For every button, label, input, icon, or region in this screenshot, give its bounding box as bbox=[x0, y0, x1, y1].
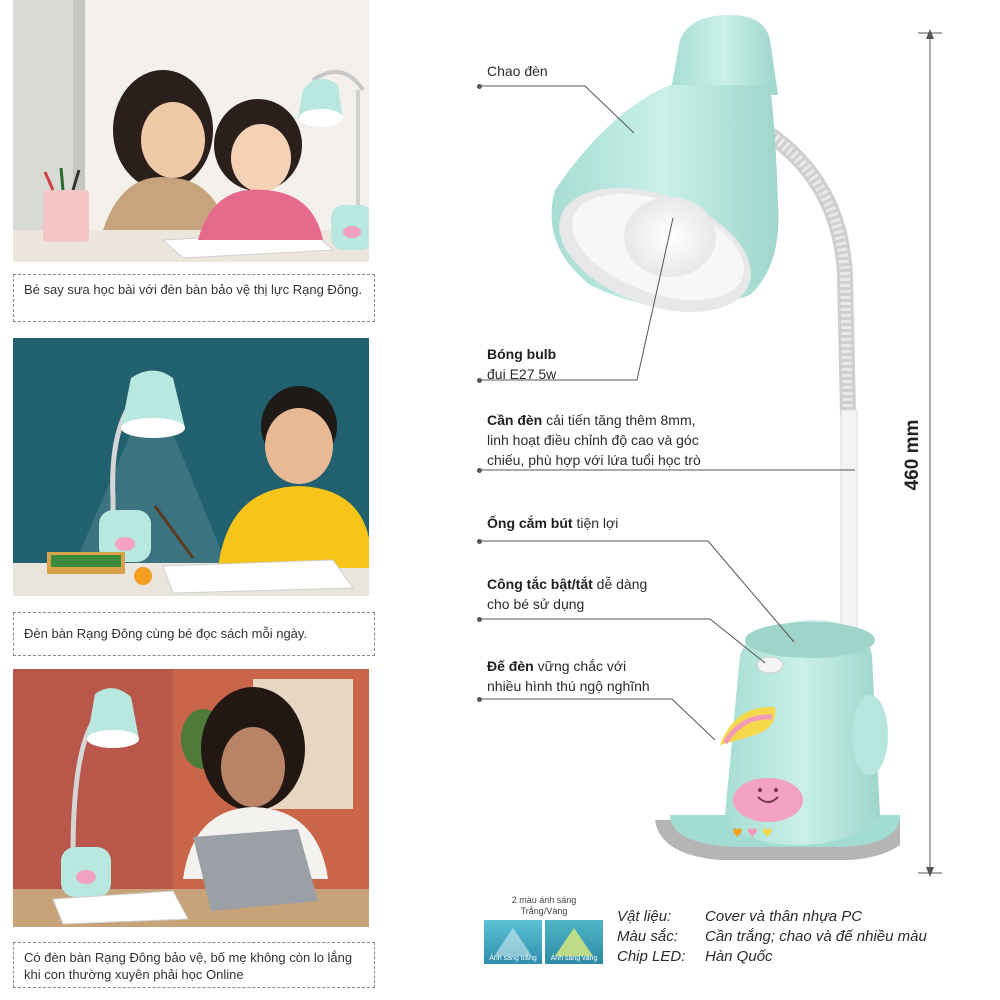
label-base-desc-1: vững chắc với bbox=[533, 658, 627, 674]
label-arm-desc-3: chiếu, phù hợp với lứa tuổi học trò bbox=[487, 452, 701, 468]
leader-dot-base bbox=[477, 697, 482, 702]
label-switch-desc-1: dễ dàng bbox=[592, 576, 648, 592]
label-arm bbox=[487, 410, 701, 470]
spec-value-material: Cover và thân nhựa PC bbox=[705, 908, 863, 925]
label-base-title: Đế đèn bbox=[487, 658, 534, 674]
white-light-swatch bbox=[484, 920, 542, 964]
leader-dot-bulb bbox=[477, 378, 482, 383]
spec-value-led: Hàn Quốc bbox=[705, 948, 773, 965]
photo-boy-yellow-shirt bbox=[13, 338, 369, 596]
caption-3-text: Có đèn bàn Rạng Đông bảo vệ, bố mẹ không còn lo lắng khi con thường xuyên phải học Online bbox=[24, 950, 353, 982]
label-bulb-title: Bóng bulb bbox=[487, 346, 557, 362]
caption-3 bbox=[13, 942, 375, 988]
label-pen-holder-desc: tiện lợi bbox=[572, 515, 619, 531]
caption-2-text: Đèn bàn Rạng Đông cùng bé đọc sách mỗi ngày. bbox=[24, 626, 308, 641]
spec-row-color bbox=[617, 927, 927, 947]
svg-text:♥: ♥ bbox=[747, 826, 758, 840]
label-bulb bbox=[487, 344, 556, 384]
svg-text:♥: ♥ bbox=[762, 826, 773, 840]
label-base bbox=[487, 656, 650, 696]
label-arm-desc-2: linh hoạt điều chỉnh độ cao và góc bbox=[487, 432, 699, 448]
spec-row-led bbox=[617, 947, 773, 967]
caption-1 bbox=[13, 274, 375, 322]
light-colors-title-1: 2 màu ánh sáng bbox=[511, 895, 577, 905]
label-switch-title: Công tắc bật/tắt bbox=[487, 576, 593, 592]
height-label: 460 mm bbox=[902, 419, 923, 491]
warm-light-label: Ánh sáng vàng bbox=[550, 955, 598, 962]
label-arm-title: Cần đèn bbox=[487, 412, 543, 428]
label-base-desc-2: nhiều hình thú ngộ nghĩnh bbox=[487, 678, 650, 694]
label-shade-title: Chao đèn bbox=[487, 63, 548, 79]
photo-mother-daughter bbox=[13, 0, 369, 262]
photo-girl-tablet bbox=[13, 669, 369, 927]
light-colors-title bbox=[484, 895, 604, 917]
leader-dot-switch bbox=[477, 617, 482, 622]
label-pen-holder bbox=[487, 513, 618, 533]
label-shade bbox=[487, 61, 548, 81]
spec-row-material bbox=[617, 907, 862, 927]
label-pen-holder-title: Ống cắm bút bbox=[487, 515, 573, 531]
caption-1-text: Bé say sưa học bài với đèn bàn bảo vệ thị lực Rạng Đông. bbox=[24, 282, 363, 297]
leader-dot-shade bbox=[477, 84, 482, 89]
spec-key-material: Vật liệu: bbox=[617, 908, 672, 925]
label-switch bbox=[487, 574, 647, 614]
spec-value-color: Cần trắng; chao và đế nhiều màu bbox=[705, 928, 927, 945]
svg-text:♥: ♥ bbox=[732, 826, 743, 840]
warm-light-swatch bbox=[545, 920, 603, 964]
caption-2 bbox=[13, 612, 375, 656]
label-switch-desc-2: cho bé sử dụng bbox=[487, 596, 585, 612]
white-light-label: Ánh sáng trắng bbox=[489, 955, 537, 962]
label-bulb-desc: đui E27 5w bbox=[487, 366, 557, 382]
spec-key-color: Màu sắc: bbox=[617, 928, 678, 945]
label-arm-desc-1: cải tiến tăng thêm 8mm, bbox=[542, 412, 696, 428]
leader-dot-pen-holder bbox=[477, 539, 482, 544]
leader-dot-arm bbox=[477, 468, 482, 473]
light-colors-title-2: Trắng/Vàng bbox=[520, 906, 568, 916]
spec-key-led: Chip LED: bbox=[617, 948, 686, 965]
